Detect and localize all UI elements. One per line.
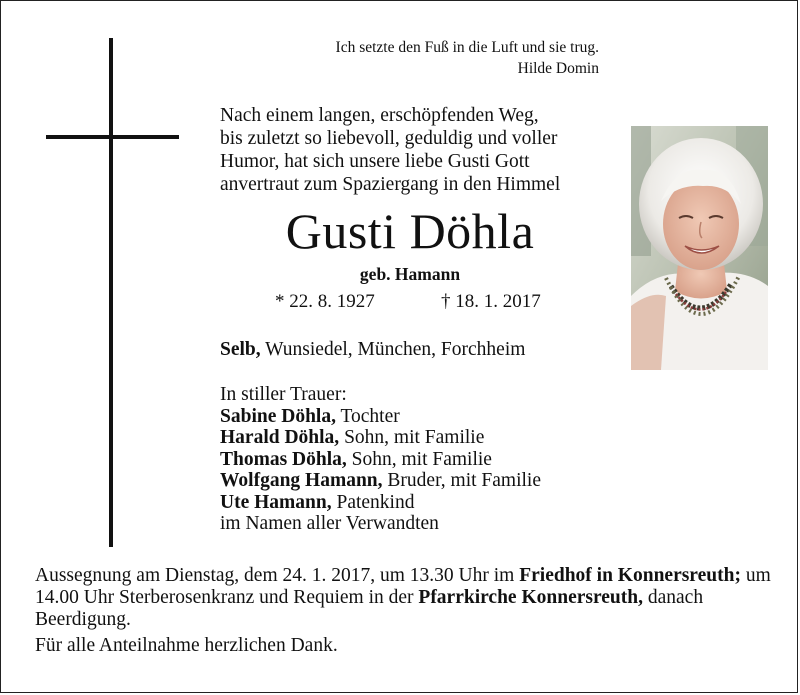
mourner-relation: Sohn, mit Familie bbox=[346, 448, 492, 470]
thanks-line: Für alle Anteilnahme herzlichen Dank. bbox=[35, 635, 338, 656]
mourner-row bbox=[220, 492, 541, 514]
cross-horizontal-bar bbox=[46, 135, 179, 139]
service-place-church: Pfarrkirche Konnersreuth, bbox=[418, 587, 643, 608]
maiden-name: geb. Hamann bbox=[359, 264, 461, 284]
intro-line: Nach einem langen, erschöpfenden Weg, bbox=[220, 105, 539, 126]
mourner-relation: Patenkind bbox=[331, 491, 415, 513]
intro-line: bis zuletzt so liebevoll, geduldig und voller bbox=[220, 128, 558, 149]
cross-vertical-bar bbox=[109, 38, 113, 547]
deceased-name: Gusti Döhla bbox=[285, 203, 535, 259]
mourner-name: Thomas Döhla, bbox=[220, 448, 347, 470]
portrait-illustration bbox=[631, 126, 768, 370]
places-line bbox=[220, 339, 525, 361]
mourner-name: Ute Hamann, bbox=[220, 491, 332, 513]
place-others: Wunsiedel, München, Forchheim bbox=[260, 339, 526, 360]
mourners-closing: im Namen aller Verwandten bbox=[220, 513, 439, 534]
portrait-photo bbox=[631, 126, 768, 370]
intro-paragraph bbox=[220, 104, 600, 196]
mourner-row bbox=[220, 427, 541, 449]
mourner-row bbox=[220, 406, 541, 428]
mourner-name: Wolfgang Hamann, bbox=[220, 470, 383, 491]
intro-line: anvertraut zum Spaziergang in den Himmel bbox=[220, 174, 561, 195]
mourner-row bbox=[220, 470, 541, 492]
service-announcement bbox=[35, 565, 775, 631]
mourners-block bbox=[220, 384, 541, 535]
mourner-row bbox=[220, 449, 541, 471]
mourner-name: Harald Döhla, bbox=[220, 427, 340, 448]
service-text-3: danach Beerdigung. bbox=[35, 587, 704, 630]
service-text-2: um 14.00 Uhr Sterberosenkranz und Requiem in der bbox=[35, 565, 771, 608]
quote-text: Ich setzte den Fuß in die Luft und sie trug. bbox=[335, 39, 599, 56]
mourner-relation: Tochter bbox=[335, 405, 400, 427]
mourners-heading: In stiller Trauer: bbox=[220, 384, 347, 405]
mourner-relation: Sohn, mit Familie bbox=[339, 427, 485, 448]
mourner-name: Sabine Döhla, bbox=[220, 405, 336, 427]
quote-block bbox=[336, 37, 599, 79]
place-primary: Selb, bbox=[220, 339, 261, 360]
birth-date: * 22. 8. 1927 bbox=[275, 291, 375, 312]
mourner-relation: Bruder, mit Familie bbox=[382, 470, 541, 491]
service-place-cemetery: Friedhof in Konnersreuth; bbox=[519, 565, 741, 586]
death-date: † 18. 1. 2017 bbox=[441, 291, 541, 312]
intro-line: Humor, hat sich unsere liebe Gusti Gott bbox=[220, 151, 530, 172]
service-text-1: Aussegnung am Dienstag, dem 24. 1. 2017, um 13.30 Uhr im bbox=[35, 565, 520, 586]
quote-author: Hilde Domin bbox=[517, 60, 599, 77]
